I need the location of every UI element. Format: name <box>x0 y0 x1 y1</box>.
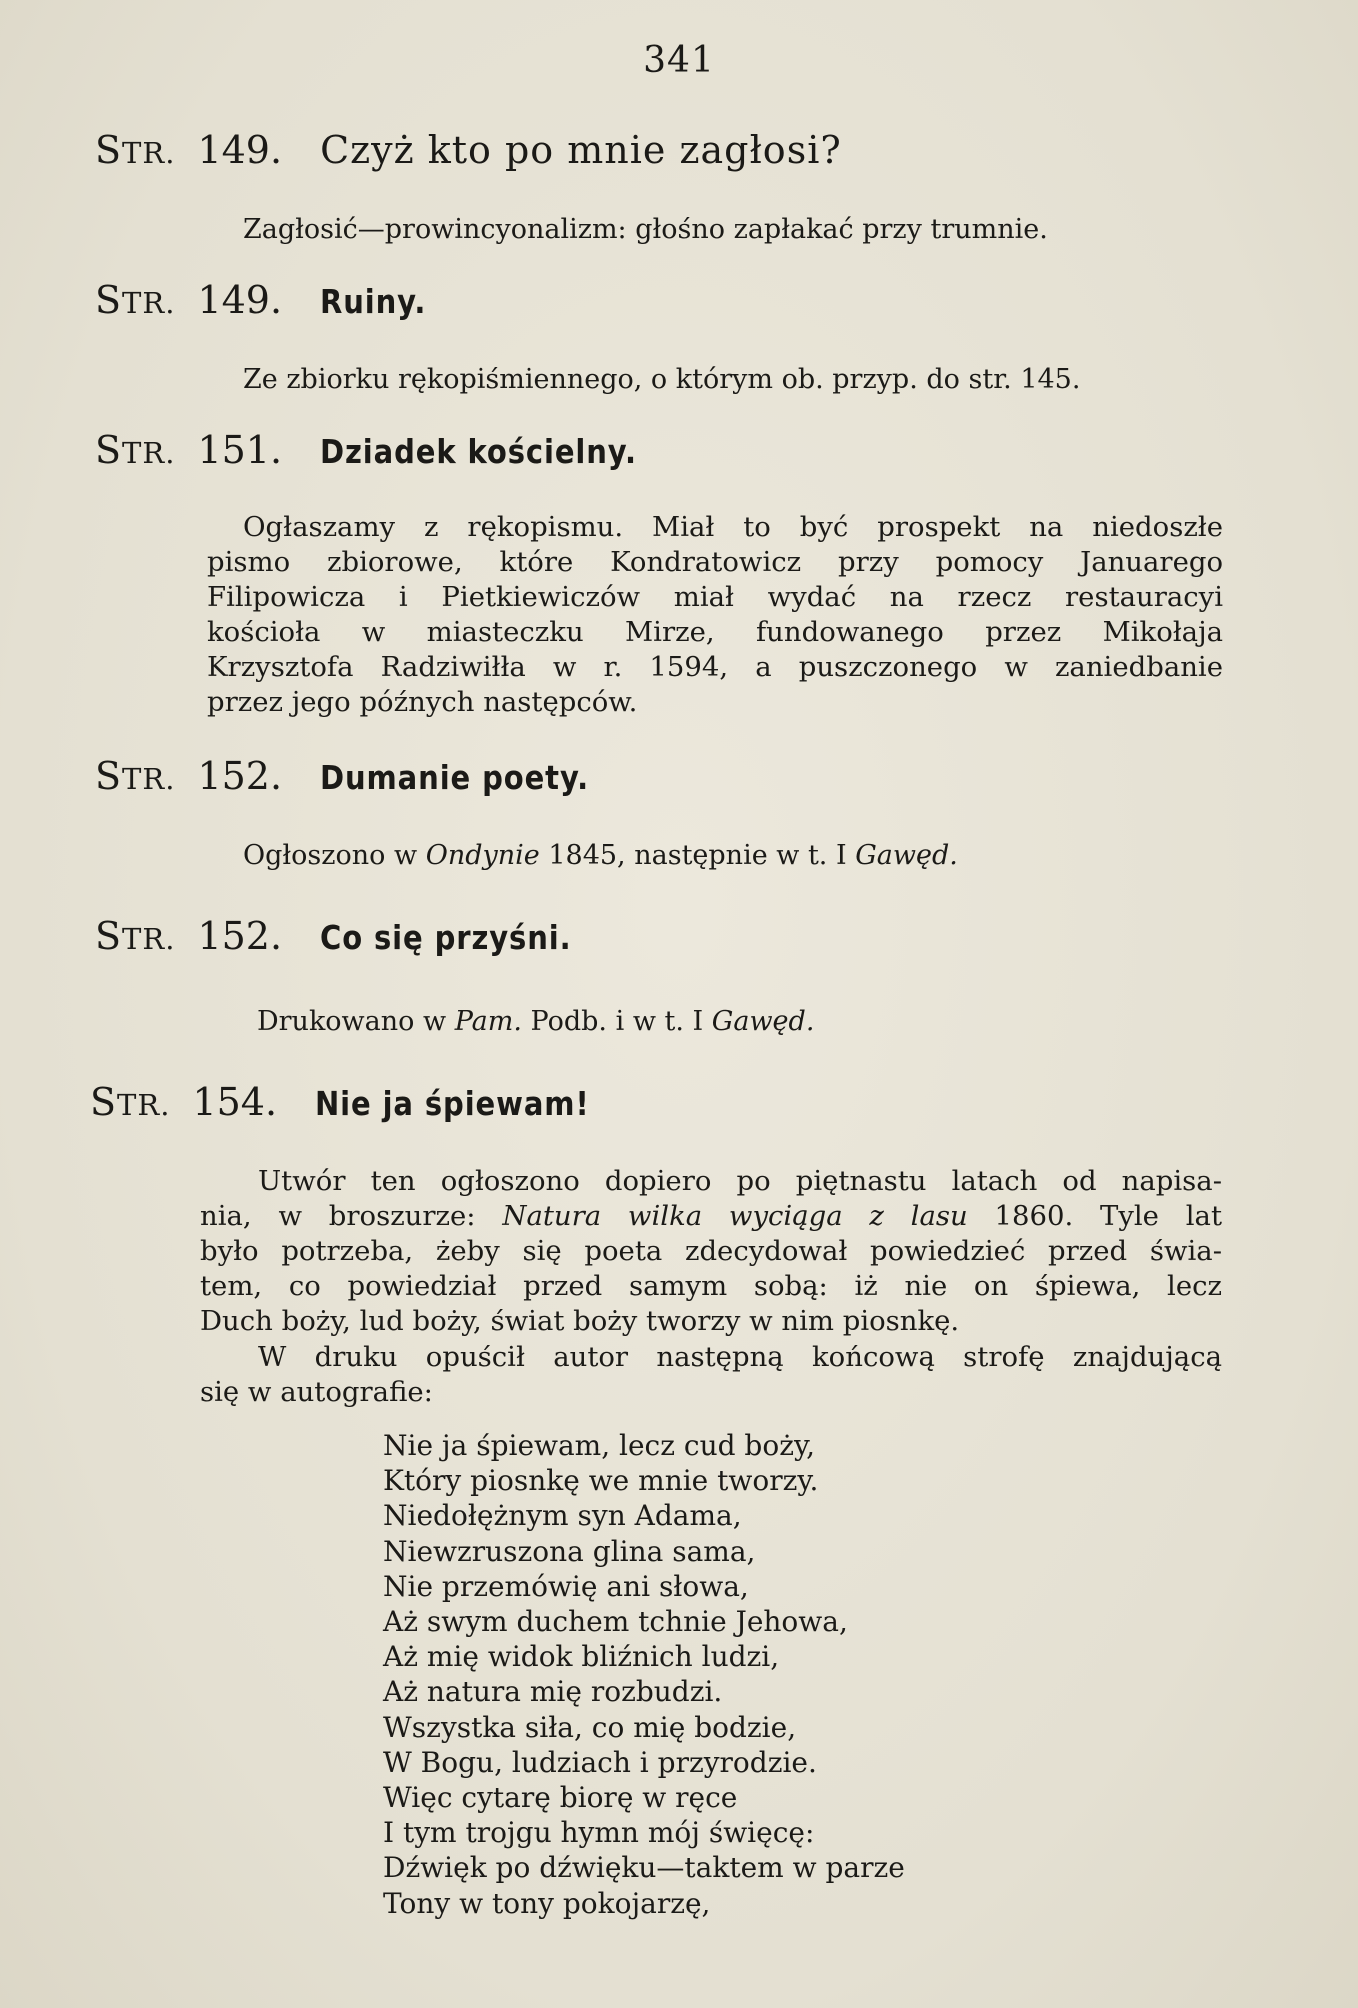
poem-verse: Aż natura mię rozbudzi. <box>383 1675 723 1709</box>
poem-title: Nie ja śpiewam! <box>315 1084 590 1123</box>
poem-verse: Niewzruszona glina sama, <box>383 1534 756 1568</box>
str-label <box>95 754 175 798</box>
paragraph-line: pismo zbiorowe, które Kondratowicz przy pomocy Januarego <box>207 546 1223 578</box>
poem-verse: Tony w tony pokojarzę, <box>383 1886 711 1920</box>
paragraph-line: Ogłaszamy z rękopismu. Miał to być prospekt na niedoszłe <box>243 511 1223 543</box>
poem-verse: Aż mię widok bliźnich ludzi, <box>383 1640 780 1674</box>
note: Ze zbiorku rękopiśmiennego, o którym ob. przyp. do str. 145. <box>243 364 1081 395</box>
note-text: Drukowano w <box>257 1006 455 1037</box>
paragraph-line: Utwór ten ogłoszono dopiero po piętnastu latach od napisa- <box>258 1165 1222 1197</box>
str-label-initial: S <box>95 914 123 958</box>
str-label-initial: S <box>95 128 123 172</box>
paragraph-line: przez jego późnych następców. <box>207 686 638 718</box>
line-text: nia, w broszurze: <box>200 1200 503 1232</box>
str-label-initial: S <box>95 754 123 798</box>
paragraph-line: Duch boży, lud boży, świat boży tworzy w nim piosnkę. <box>200 1305 960 1337</box>
book-title-italic: Natura wilka wyciąga z lasu <box>502 1200 968 1232</box>
note-italic: Gawęd. <box>711 1006 815 1037</box>
str-label-rest: TR. <box>122 762 176 796</box>
poem-title: Dumanie poety. <box>320 758 590 797</box>
page-reference: 152. <box>197 754 283 798</box>
note <box>257 1004 814 1040</box>
poem-stanza <box>383 1428 905 1921</box>
poem-verse: Dźwięk po dźwięku—taktem w parze <box>383 1851 905 1885</box>
note-text: Ogłoszono w <box>243 840 426 871</box>
poem-title: Co się przyśni. <box>320 918 572 957</box>
section-heading <box>95 128 842 180</box>
paragraph-line <box>200 1199 1222 1234</box>
note <box>243 838 958 874</box>
poem-verse: Nie ja śpiewam, lecz cud boży, <box>383 1429 815 1462</box>
section-heading <box>95 278 441 330</box>
note-italic: Pam. <box>454 1006 522 1037</box>
paragraph-line: kościoła w miasteczku Mirze, fundowanego przez Mikołaja <box>207 616 1223 648</box>
str-label-rest: TR. <box>122 136 176 170</box>
str-label-rest: TR. <box>122 436 176 470</box>
str-label <box>95 278 175 322</box>
note: Zagłosić—prowincyonalizm: głośno zapłakać przy trumnie. <box>243 214 1048 245</box>
commentary-paragraph <box>200 1340 1222 1410</box>
str-label-rest: TR. <box>122 286 176 320</box>
poem-title: Czyż kto po mnie zagłosi? <box>320 128 842 172</box>
poem-verse: Wszystka siła, co mię bodzie, <box>383 1710 797 1744</box>
page-reference: 151. <box>197 428 283 472</box>
poem-verse: Który piosnkę we mnie tworzy. <box>383 1464 819 1498</box>
poem-verse: Więc cytarę biorę w ręce <box>383 1781 738 1815</box>
str-label-initial: S <box>90 1080 118 1124</box>
poem-verse: Niedołężnym syn Adama, <box>383 1499 742 1533</box>
str-label-rest: TR. <box>122 922 176 956</box>
note-text: Podb. i w t. I <box>521 1006 712 1037</box>
str-label <box>95 428 175 472</box>
page-reference: 152. <box>197 914 283 958</box>
str-label-initial: S <box>95 428 123 472</box>
str-label-initial: S <box>95 278 123 322</box>
line-text: 1860. Tyle lat <box>967 1200 1222 1232</box>
paragraph-line: tem, co powiedział przed samym sobą: iż nie on śpiewa, lecz <box>200 1270 1222 1302</box>
commentary-paragraph <box>200 1164 1222 1339</box>
section-heading <box>90 1080 627 1132</box>
section-heading <box>95 914 606 966</box>
page-reference: 149. <box>197 278 283 322</box>
commentary-paragraph <box>207 510 1223 720</box>
page-reference: 149. <box>197 128 283 172</box>
str-label-rest: TR. <box>117 1088 171 1122</box>
page-reference: 154. <box>192 1080 278 1124</box>
section-heading <box>95 428 680 480</box>
poem-title: Ruiny. <box>320 282 427 321</box>
poem-verse: W Bogu, ludziach i przyrodzie. <box>383 1745 817 1779</box>
note-italic: Gawęd. <box>855 840 958 871</box>
note-text: 1845, następnie w t. I <box>539 840 856 871</box>
paragraph-line: Filipowicza i Pietkiewiczów miał wydać na rzecz restauracyi <box>207 581 1223 613</box>
paragraph-line: się w autografie: <box>200 1376 433 1408</box>
note-italic: Ondynie <box>425 840 540 871</box>
paragraph-line: W druku opuścił autor następną końcową strofę znajdującą <box>258 1341 1222 1373</box>
str-label <box>95 128 175 172</box>
poem-verse: I tym trojgu hymn mój święcę: <box>383 1816 815 1850</box>
str-label <box>95 914 175 958</box>
section-heading <box>95 754 626 806</box>
poem-title: Dziadek kościelny. <box>320 432 637 471</box>
poem-verse: Nie przemówię ani słowa, <box>383 1569 749 1603</box>
poem-verse: Aż swym duchem tchnie Jehowa, <box>383 1605 848 1639</box>
paragraph-line: Krzysztofa Radziwiłła w r. 1594, a puszczonego w zaniedbanie <box>207 651 1223 683</box>
paragraph-line: było potrzeba, żeby się poeta zdecydował powiedzieć przed świa- <box>200 1235 1222 1267</box>
str-label <box>90 1080 170 1124</box>
page-number: 341 <box>643 40 715 81</box>
